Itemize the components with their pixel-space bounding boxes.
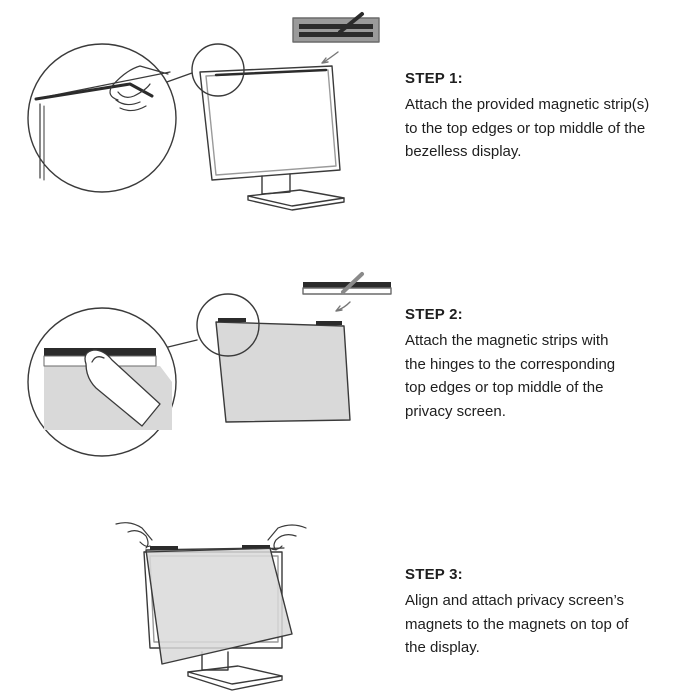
step-3-title: STEP 3: (405, 566, 463, 583)
step-2 (405, 306, 695, 423)
hand-icon (268, 525, 306, 550)
step-1 (405, 70, 695, 164)
step-2-line-4: privacy screen. (405, 402, 506, 420)
step3-illustration (116, 523, 306, 690)
magnetic-strip-icon (303, 274, 391, 294)
monitor-icon (200, 66, 344, 210)
step-1-line-3: bezelless display. (405, 143, 522, 160)
step-1-line-1: Attach the provided magnetic strip(s) (405, 96, 650, 113)
step-2-line-1: Attach the magnetic strips with (405, 332, 609, 349)
step1-illustration (28, 14, 379, 210)
step-3-line-2: magnets to the magnets on top of (405, 615, 629, 633)
step-1-line-2: to the top edges or top middle of the (405, 119, 646, 137)
step-2-line-3: top edges or top middle of the (405, 379, 604, 396)
step-3-line-3: the display. (405, 639, 480, 656)
magnetic-strip-icon (293, 14, 379, 42)
step-2-line-2: the hinges to the corresponding (405, 355, 616, 373)
arrow-icon (324, 52, 338, 62)
step2-illustration (28, 274, 391, 456)
hand-icon (116, 523, 152, 548)
step-3-line-1: Align and attach privacy screen’s (405, 592, 625, 609)
step-3 (405, 566, 695, 660)
step-2-title: STEP 2: (405, 306, 463, 323)
step-1-title: STEP 1: (405, 70, 463, 87)
